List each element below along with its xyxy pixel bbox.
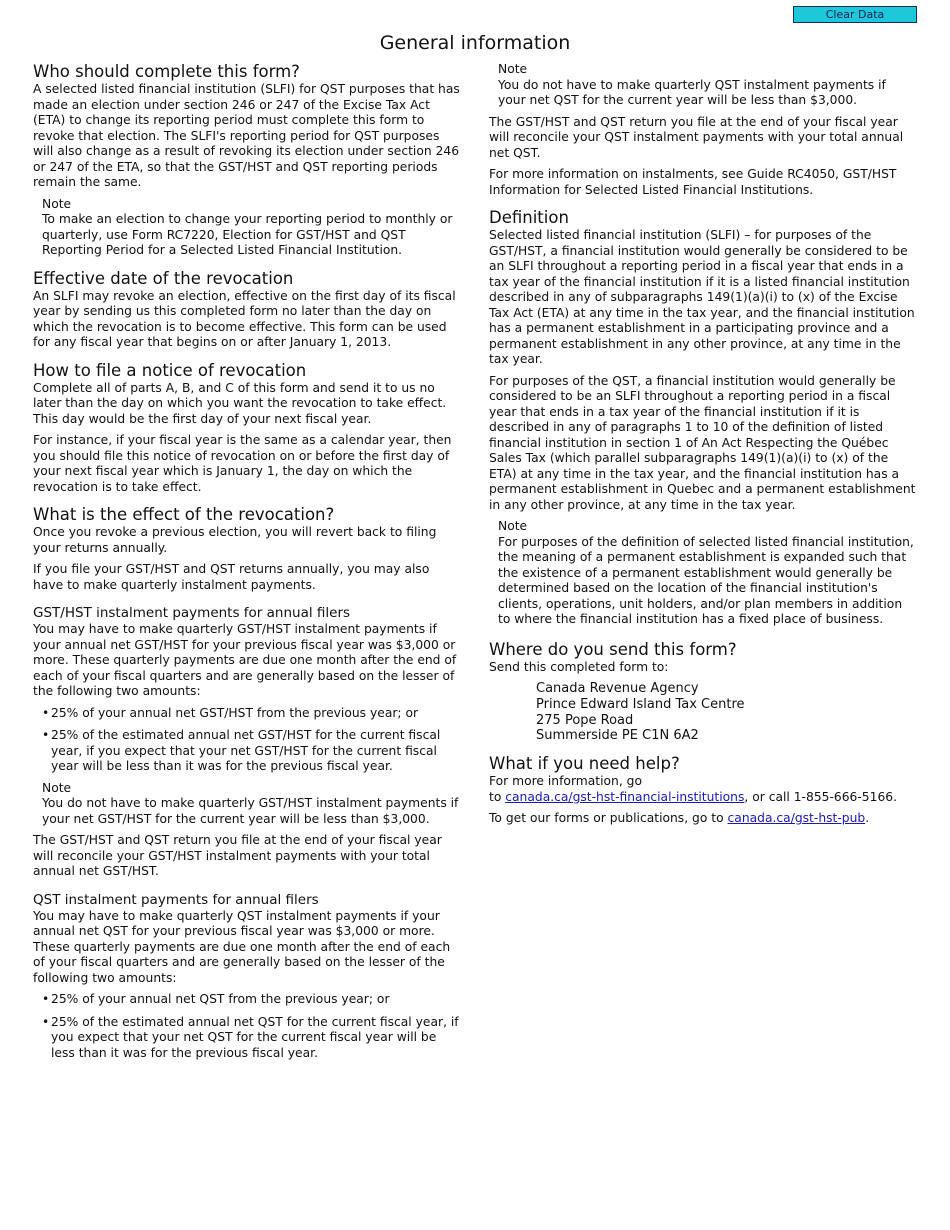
paragraph: An SLFI may revoke an election, effective on the first day of its fiscal year by sending us this completed form no later than the day on which the revocation is to become effective. This form can be used for any fiscal year that begins on or after January 1, 2013. bbox=[33, 288, 456, 349]
note-label: Note bbox=[42, 196, 72, 211]
bullet-icon: • bbox=[42, 1014, 50, 1029]
note-text: To make an election to change your reporting period to monthly or quarterly, use Form RC7220, Election for GST/HST and QST Reporting Period for a Selected Listed Financial Institution. bbox=[42, 212, 453, 257]
section-who-should-complete bbox=[33, 62, 461, 259]
paragraph: To get our forms or publications, go to canada.ca/gst-hst-pub. bbox=[489, 811, 870, 826]
note-box bbox=[498, 519, 917, 628]
paragraph: to canada.ca/gst-hst-financial-institutions, or call 1-855-666-5166. bbox=[489, 789, 898, 804]
subsection-heading: GST/HST instalment payments for annual filers bbox=[33, 605, 351, 621]
note-label: Note bbox=[42, 780, 72, 795]
mailing-address bbox=[536, 681, 917, 744]
list-item: • 25% of the estimated annual net QST for the current fiscal year, if you expect that your net QST for the current fiscal year will be less than it was for the previous fiscal year. bbox=[42, 1014, 459, 1060]
section-how-to-file bbox=[33, 361, 461, 496]
address-line: Prince Edward Island Tax Centre bbox=[536, 696, 745, 712]
section-effective-date bbox=[33, 269, 461, 351]
paragraph: Complete all of parts A, B, and C of this form and send it to us no later than the day on which you want the revocation to take effect. This day would be the first day of your next fiscal year. bbox=[33, 380, 447, 426]
bullet-icon: • bbox=[42, 705, 50, 720]
bullet-icon: • bbox=[42, 728, 50, 742]
list-item: • 25% of the estimated annual net GST/HST for the current fiscal year, if you expect that your net GST/HST for the current fiscal year will be less than it was for the previous fiscal year. bbox=[42, 728, 441, 773]
bullet-list bbox=[33, 992, 461, 1061]
note-text: You do not have to make quarterly GST/HST instalment payments if your net GST/HST for the current year will be less than $3,000. bbox=[42, 796, 459, 826]
note-label: Note bbox=[498, 519, 528, 533]
section-heading: How to file a notice of revocation bbox=[33, 360, 307, 380]
paragraph: You may have to make quarterly GST/HST instalment payments if your annual net GST/HST for your previous fiscal year was $3,000 or more. These quarterly payments are due one month after the end of each of your fiscal quarters and are generally based on the lesser of the following two amounts: bbox=[33, 622, 457, 698]
section-heading: Definition bbox=[489, 208, 569, 227]
subsection-heading: QST instalment payments for annual filers bbox=[33, 891, 319, 908]
paragraph: Send this completed form to: bbox=[489, 659, 669, 674]
address-line: Summerside PE C1N 6A2 bbox=[536, 728, 699, 744]
list-item: • 25% of your annual net QST from the previous year; or bbox=[42, 992, 390, 1006]
paragraph: For more information, go bbox=[489, 774, 643, 789]
note-box bbox=[42, 781, 461, 828]
bullet-list bbox=[33, 706, 461, 775]
paragraph: A selected listed financial institution (SLFI) for QST purposes that has made an election under section 246 or 247 of the Excise Tax Act (ETA) to change its reporting period must complete this form to revoke that election. The SLFI's reporting period for QST purposes will also change as a result of revoking its election under section 246 or 247 of the ETA, so that the GST/HST and QST reporting periods remain the same. bbox=[33, 82, 460, 189]
note-text: You do not have to make quarterly QST instalment payments if your net QST for the current year will be less than $3,000. bbox=[498, 77, 886, 107]
paragraph: Selected listed financial institution (SLFI) – for purposes of the GST/HST, a financial institution would generally be considered to be an SLFI throughout a reporting period in a fiscal year that ends in a tax year of the financial institution if it is a listed financial institution described in any of subparagraphs 149(1)(a)(i) to (x) of the Excise Tax Act (ETA) at any time in the tax year, and the financial institution has a permanent establishment in a participating province and a permanent establishment in any other province, at any time in the tax year. bbox=[489, 228, 915, 366]
section-definition bbox=[489, 208, 917, 628]
address-line: 275 Pope Road bbox=[536, 712, 634, 728]
note-box bbox=[498, 62, 917, 109]
section-qst-instalments bbox=[33, 892, 461, 1062]
section-heading: What is the effect of the revocation? bbox=[33, 505, 335, 524]
note-box bbox=[42, 197, 461, 259]
page-title: General information bbox=[379, 32, 571, 54]
forms-publications-link[interactable]: canada.ca/gst-hst-pub bbox=[727, 811, 866, 826]
address-line: Canada Revenue Agency bbox=[536, 681, 699, 696]
paragraph: For more information on instalments, see Guide RC4050, GST/HST Information for Selected Listed Financial Institutions. bbox=[489, 167, 897, 197]
right-column bbox=[489, 62, 917, 827]
note-text: For purposes of the definition of selected listed financial institution, the meaning of a permanent establishment is expanded such that the existence of a permanent establishment would generally be determined based on the location of the financial institution's clients, operations, unit holders, and/or plan members in addition to where the financial institution has a fixed place of business. bbox=[498, 534, 914, 626]
paragraph: For purposes of the QST, a financial institution would generally be considered to be an SLFI throughout a reporting period in a fiscal year that ends in a tax year of the financial institution if it is described in any of paragraphs 1 to 10 of the definition of listed financial institution in section 1 of An Act Respecting the Québec Sales Tax (which parallel subparagraphs 149(1)(a)(i) to (x) of the ETA) at any time in the tax year, and the financial institution has a permanent establishment in Quebec and a permanent establishment in any other province, at any time in the tax year. bbox=[489, 373, 916, 512]
section-heading: What if you need help? bbox=[489, 754, 680, 774]
paragraph: You may have to make quarterly QST instalment payments if your annual net QST for your previous fiscal year was $3,000 or more. These quarterly payments are due one month after the end of each of your fiscal quarters and are generally based on the lesser of the following two amounts: bbox=[33, 908, 451, 985]
paragraph: Once you revoke a previous election, you will revert back to filing your returns annually. bbox=[33, 525, 437, 555]
section-heading: Effective date of the revocation bbox=[33, 268, 294, 288]
section-qst-note bbox=[489, 62, 917, 198]
section-gst-hst-instalments bbox=[33, 605, 461, 880]
clear-data-button[interactable]: Clear Data bbox=[793, 6, 917, 23]
paragraph: The GST/HST and QST return you file at the end of your fiscal year will reconcile your GST/HST instalment payments with your total annual net GST/HST. bbox=[33, 833, 442, 878]
section-need-help bbox=[489, 754, 917, 827]
paragraph: If you file your GST/HST and QST returns annually, you may also have to make quarterly instalment payments. bbox=[33, 562, 430, 592]
paragraph: The GST/HST and QST return you file at the end of your fiscal year will reconcile your QST instalment payments with your total annual net QST. bbox=[489, 114, 904, 160]
left-column bbox=[33, 62, 461, 1061]
bullet-icon: • bbox=[42, 992, 50, 1006]
note-label: Note bbox=[498, 62, 528, 76]
section-heading: Where do you send this form? bbox=[489, 639, 737, 659]
section-where-to-send bbox=[489, 640, 917, 745]
paragraph: For instance, if your fiscal year is the same as a calendar year, then you should file this notice of revocation on or before the first day of your next fiscal year which is January 1, the day on which the revocation is to take effect. bbox=[33, 433, 452, 494]
section-effect-of-revocation bbox=[33, 505, 461, 593]
section-heading: Who should complete this form? bbox=[33, 62, 300, 81]
financial-institutions-link[interactable]: canada.ca/gst-hst-financial-institutions bbox=[505, 789, 745, 804]
list-item: • 25% of your annual net GST/HST from the previous year; or bbox=[42, 705, 419, 720]
